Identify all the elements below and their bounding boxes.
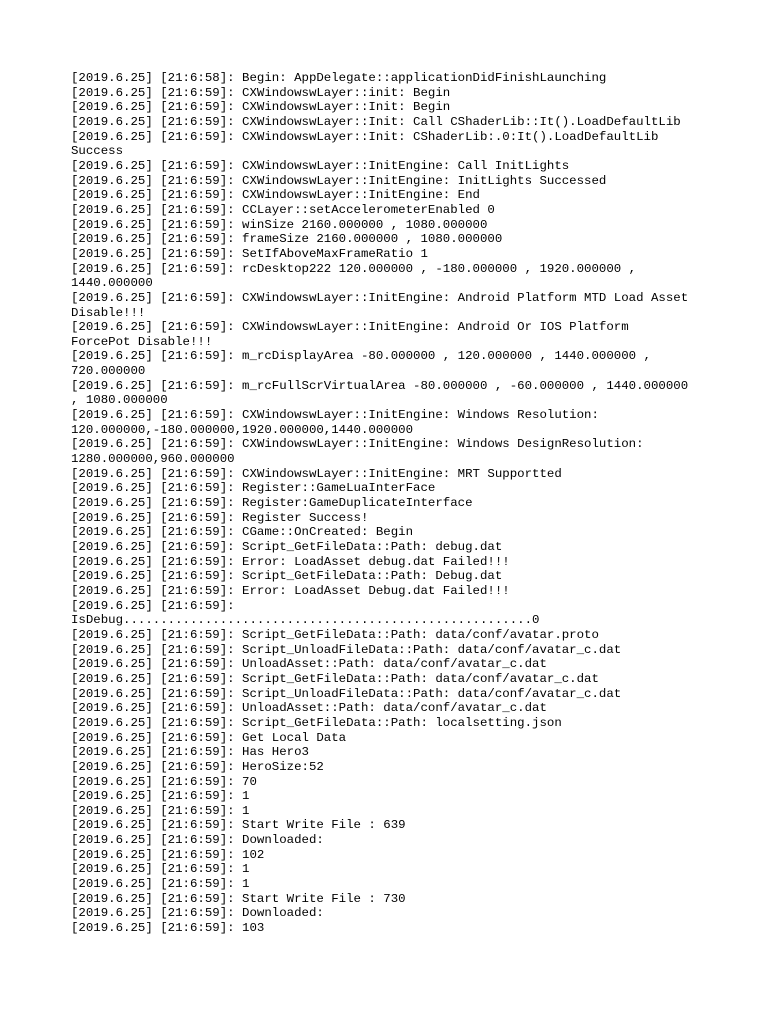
log-line: [2019.6.25] [21:6:59]: m_rcDisplayArea -80.000000 , 120.000000 , 1440.000000 , bbox=[71, 349, 651, 364]
log-line: [2019.6.25] [21:6:59]: Register:GameDuplicateInterface bbox=[71, 496, 473, 511]
log-line: [2019.6.25] [21:6:59]: CXWindowswLayer::InitEngine: MRT Supportted bbox=[71, 466, 562, 481]
log-body bbox=[71, 71, 711, 936]
log-line: 120.000000,-180.000000,1920.000000,1440.000000 bbox=[71, 422, 414, 437]
log-line: [2019.6.25] [21:6:59]: Script_GetFileData::Path: Debug.dat bbox=[71, 569, 503, 584]
log-line: [2019.6.25] [21:6:59]: CXWindowswLayer::InitEngine: Windows DesignResolution: bbox=[71, 437, 644, 452]
log-line: [2019.6.25] [21:6:59]: 1 bbox=[71, 862, 250, 877]
log-line: [2019.6.25] [21:6:59]: Script_UnloadFileData::Path: data/conf/avatar_c.dat bbox=[71, 686, 622, 701]
log-line: [2019.6.25] [21:6:59]: Script_GetFileData::Path: data/conf/avatar.proto bbox=[71, 627, 599, 642]
log-line: [2019.6.25] [21:6:58]: Begin: AppDelegate::applicationDidFinishLaunching bbox=[71, 71, 607, 85]
log-line: [2019.6.25] [21:6:59]: CXWindowswLayer::init: Begin bbox=[71, 85, 451, 100]
log-line: [2019.6.25] [21:6:59]: Error: LoadAsset Debug.dat Failed!!! bbox=[71, 583, 510, 598]
log-line: [2019.6.25] [21:6:59]: Has Hero3 bbox=[71, 745, 309, 760]
log-line: [2019.6.25] [21:6:59]: 1 bbox=[71, 789, 250, 804]
log-line: [2019.6.25] [21:6:59]: winSize 2160.000000 , 1080.000000 bbox=[71, 217, 488, 232]
log-line: [2019.6.25] [21:6:59]: UnloadAsset::Path: data/conf/avatar_c.dat bbox=[71, 701, 547, 716]
log-line: [2019.6.25] [21:6:59]: rcDesktop222 120.000000 , -180.000000 , 1920.000000 , bbox=[71, 261, 637, 276]
log-line: [2019.6.25] [21:6:59]: Start Write File : 730 bbox=[71, 891, 406, 906]
log-line: [2019.6.25] [21:6:59]: 103 bbox=[71, 921, 265, 936]
log-line: [2019.6.25] [21:6:59]: UnloadAsset::Path: data/conf/avatar_c.dat bbox=[71, 657, 547, 672]
log-line: [2019.6.25] [21:6:59]: Script_GetFileData::Path: localsetting.json bbox=[71, 715, 562, 730]
log-line: [2019.6.25] [21:6:59]: Downloaded: bbox=[71, 833, 324, 848]
log-line: [2019.6.25] [21:6:59]: CXWindowswLayer::InitEngine: Android Platform MTD Load Asset bbox=[71, 290, 689, 305]
log-line: [2019.6.25] [21:6:59]: bbox=[71, 598, 235, 613]
log-line: [2019.6.25] [21:6:59]: CXWindowswLayer::Init: Call CShaderLib::It().LoadDefaultLib bbox=[71, 114, 681, 129]
log-line: [2019.6.25] [21:6:59]: CXWindowswLayer::Init: Begin bbox=[71, 100, 451, 115]
log-line: [2019.6.25] [21:6:59]: CXWindowswLayer::InitEngine: Windows Resolution: bbox=[71, 408, 599, 423]
log-line: 1440.000000 bbox=[71, 276, 153, 291]
log-document bbox=[71, 71, 711, 936]
log-line: [2019.6.25] [21:6:59]: 1 bbox=[71, 877, 250, 892]
log-line: [2019.6.25] [21:6:59]: 70 bbox=[71, 774, 257, 789]
log-line: [2019.6.25] [21:6:59]: HeroSize:52 bbox=[71, 759, 324, 774]
log-line: [2019.6.25] [21:6:59]: Get Local Data bbox=[71, 730, 347, 745]
log-line: [2019.6.25] [21:6:59]: CXWindowswLayer::InitEngine: End bbox=[71, 188, 480, 203]
log-line: [2019.6.25] [21:6:59]: frameSize 2160.000000 , 1080.000000 bbox=[71, 232, 503, 247]
log-line: [2019.6.25] [21:6:59]: Error: LoadAsset debug.dat Failed!!! bbox=[71, 554, 510, 569]
log-line: ForcePot Disable!!! bbox=[71, 334, 213, 349]
log-line: 1280.000000,960.000000 bbox=[71, 452, 235, 467]
log-line: 720.000000 bbox=[71, 364, 146, 379]
log-line: Success bbox=[71, 144, 124, 159]
log-line: [2019.6.25] [21:6:59]: Register::GameLuaInterFace bbox=[71, 481, 436, 496]
log-line: [2019.6.25] [21:6:59]: CXWindowswLayer::InitEngine: InitLights Successed bbox=[71, 173, 607, 188]
log-line: Disable!!! bbox=[71, 305, 146, 320]
log-line: [2019.6.25] [21:6:59]: CCLayer::setAccelerometerEnabled 0 bbox=[71, 202, 495, 217]
log-line: [2019.6.25] [21:6:59]: Register Success! bbox=[71, 510, 369, 525]
log-line: [2019.6.25] [21:6:59]: CXWindowswLayer::InitEngine: Android Or IOS Platform bbox=[71, 320, 629, 335]
log-line: [2019.6.25] [21:6:59]: Start Write File : 639 bbox=[71, 818, 406, 833]
log-line: [2019.6.25] [21:6:59]: Script_GetFileData::Path: data/conf/avatar_c.dat bbox=[71, 671, 599, 686]
log-line: [2019.6.25] [21:6:59]: 102 bbox=[71, 847, 265, 862]
log-line: [2019.6.25] [21:6:59]: 1 bbox=[71, 803, 250, 818]
log-line: , 1080.000000 bbox=[71, 393, 168, 408]
log-line: IsDebug.......................................................0 bbox=[71, 613, 540, 628]
log-line: [2019.6.25] [21:6:59]: Downloaded: bbox=[71, 906, 324, 921]
log-line: [2019.6.25] [21:6:59]: m_rcFullScrVirtualArea -80.000000 , -60.000000 , 1440.000000 bbox=[71, 378, 689, 393]
log-line: [2019.6.25] [21:6:59]: CGame::OnCreated: Begin bbox=[71, 525, 414, 540]
log-line: [2019.6.25] [21:6:59]: Script_GetFileData::Path: debug.dat bbox=[71, 540, 503, 554]
log-line: [2019.6.25] [21:6:59]: Script_UnloadFileData::Path: data/conf/avatar_c.dat bbox=[71, 642, 622, 657]
log-line: [2019.6.25] [21:6:59]: SetIfAboveMaxFrameRatio 1 bbox=[71, 246, 428, 261]
log-line: [2019.6.25] [21:6:59]: CXWindowswLayer::InitEngine: Call InitLights bbox=[71, 158, 570, 173]
log-line: [2019.6.25] [21:6:59]: CXWindowswLayer::Init: CShaderLib:.0:It().LoadDefaultLib bbox=[71, 129, 659, 144]
